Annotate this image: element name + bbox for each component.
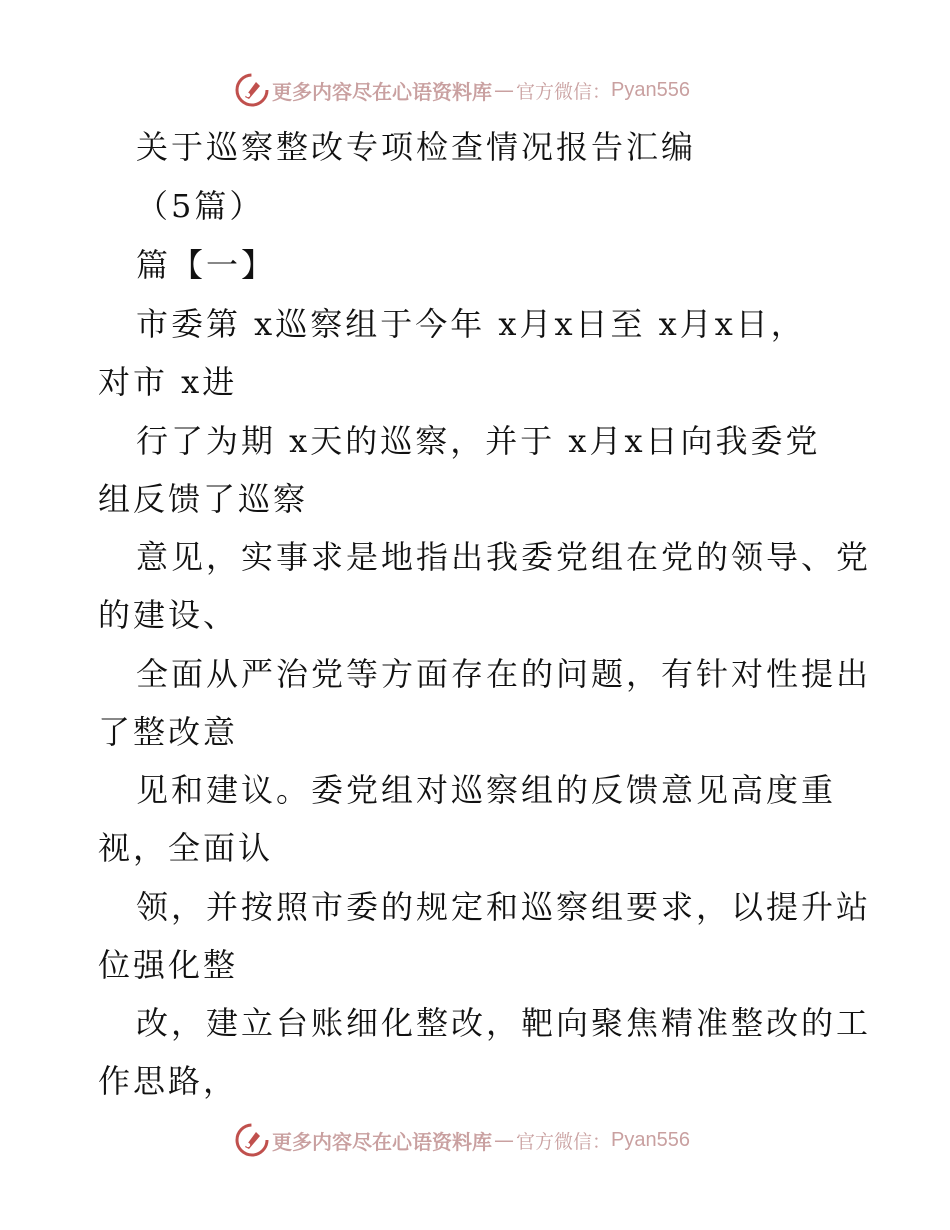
watermark-banner-bottom (234, 1120, 714, 1160)
body-line: 的建设、 (98, 596, 239, 634)
watermark-dash: — (494, 78, 514, 102)
body-line: 了整改意 (98, 713, 239, 751)
document-subtitle: （5篇） (136, 187, 265, 225)
body-line: 见和建议。委党组对巡察组的反馈意见高度重 (136, 771, 837, 809)
body-line: 视，全面认 (98, 829, 274, 867)
body-line: 行了为期 x天的巡察，并于 x月x日向我委党 (136, 422, 821, 460)
watermark-wechat-handle: Pyan556 (611, 1128, 690, 1151)
body-line: 改，建立台账细化整改，靶向聚焦精准整改的工 (136, 1004, 872, 1042)
watermark-wechat-label: 官方微信： (516, 1130, 612, 1153)
document-title: 关于巡察整改专项检查情况报告汇编 (136, 128, 697, 166)
pen-nib-logo-icon (234, 72, 270, 108)
section-heading: 篇【一】 (136, 246, 277, 284)
body-line: 组反馈了巡察 (98, 480, 309, 518)
watermark-text: 更多内容尽在心语资料库 (272, 1129, 492, 1154)
watermark-banner-top (234, 70, 714, 110)
watermark-wechat-handle: Pyan556 (611, 78, 690, 101)
body-line: 对市 x进 (98, 363, 238, 401)
watermark-text: 更多内容尽在心语资料库 (272, 79, 492, 104)
body-line: 市委第 x巡察组于今年 x月x日至 x月x日， (136, 305, 806, 343)
body-line: 全面从严治党等方面存在的问题，有针对性提出 (136, 655, 872, 693)
pen-nib-logo-icon (234, 1122, 270, 1158)
body-line: 意见，实事求是地指出我委党组在党的领导、党 (136, 538, 872, 576)
body-line: 位强化整 (98, 946, 239, 984)
body-line: 领，并按照市委的规定和巡察组要求，以提升站 (136, 888, 872, 926)
watermark-wechat-label: 官方微信： (516, 80, 612, 103)
watermark-dash: — (494, 1128, 514, 1152)
body-line: 作思路， (98, 1062, 239, 1100)
